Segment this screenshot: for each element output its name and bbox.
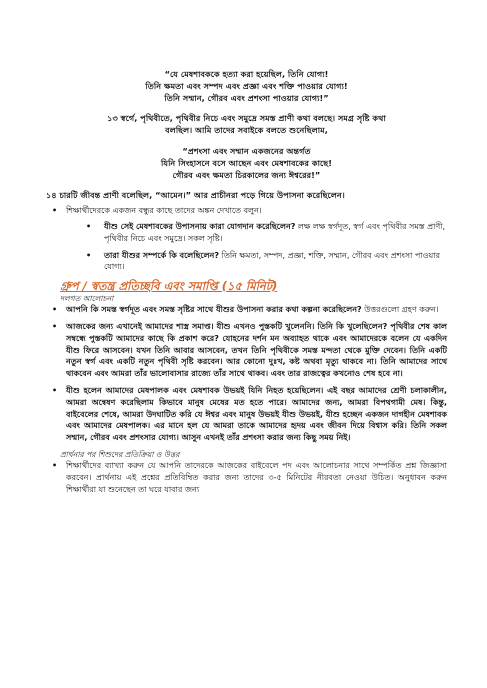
quote-block-2	[46, 145, 447, 182]
question-text: যীশু সেই মেষশাবকের উপাসনায় কারা যোগদান করেছিলেন?	[104, 222, 296, 232]
narration-line: বলছিল। আমি তাদের সবাইকে বলতে শুনেছিলাম,	[165, 124, 328, 135]
quote-line: “প্রশংসা এবং সম্মান একজনের অন্তর্গত	[182, 146, 311, 157]
quote-line: গৌরব এবং ক্ষমতা চিরকালের জন্য ঈশ্বরের!”	[172, 170, 321, 181]
list-item-discussion	[46, 304, 447, 316]
answer-text: তিনি ক্ষমতা, সম্পদ, প্রজ্ঞা, শক্তি, সম্মান, গৌরব এবং প্রশংসা পাওয়ার যোগ্য।	[104, 250, 440, 272]
question-text: তারা যীশুর সম্পর্কে কি বলেছিলেন?	[104, 250, 219, 260]
narration-line: ১৩ স্বর্গে, পৃথিবীতে, পৃথিবীর নিচে এবং সমুদ্রে সমস্ত প্রাণী কথা বলছে। সমগ্র সৃষ্টি কথা	[107, 112, 386, 123]
list-item-question	[74, 221, 447, 244]
answer-text: উত্তরগুলো গ্রহণ করুন।	[361, 304, 439, 314]
verse-14: ১৪ চারটি জীবন্ত প্রাণী বলেছিল, “আমেন।” আর প্রাচীনরা পড়ে গিয়ে উপাসনা করেছিলেন।	[46, 189, 345, 200]
activity-list	[46, 205, 447, 273]
subheading-prayer: প্রার্থনার পর শিশুদের প্রতিক্রিয়া ও উত্তর	[60, 450, 180, 460]
prayer-list	[46, 460, 447, 495]
narration-verse-13	[46, 112, 447, 136]
list-item-discussion: • যীশু হলেন আমাদের মেষপালক এবং মেষশাবক উভয়ই যিনি নিহত হয়েছিলেন। এই বছর আমাদের শ্রেণী চলাকালীন, আমরা অন্বেষণ করেছিলাম কিভাবে মানুষ মেষের মত হতে পারে। আমাদের জন্য, আমরা বিপথগামী মেষ। কিন্তু, বাইবেলের শেষে, আমরা উদঘাটিত করি যে ঈশ্বর এবং মানুষ উভয়ই যীশু উভয়ই, যীশু হচ্ছেন একজন দাগহীন মেষশাবক এবং আমাদের মেষপালক। এর মানে হল যে আমরা তাকে আমাদের হৃদয় এবং জীবন দিয়ে বিশ্বাস করি। তিনি সকল সম্মান, গৌরব এবং প্রশংসার যোগ্য। আসুন এখনই তাঁর প্রশংসা করার জন্য কিছু সময় নিই।	[46, 385, 447, 443]
list-item-prayer: • শিক্ষার্থীদের ব্যাখ্যা করুন যে আপনি তাদেরকে আজকের বাইবেলে পদ এবং আলোচনার সাথে সম্পর্কিত প্রশ্ন জিজ্ঞাসা করবেন। প্রার্থনায় এই প্রশ্নের প্রতিবিম্বিত করার জন্য তাদের ৩-৫ মিনিটের নীরবতা নেওয়া উচিত। অনুধাবন করুন শিক্ষার্থীরা যা শুনেছেন তা ঘরে যাবার জন্য	[46, 460, 447, 495]
list-item-discussion: • আজকের জন্য এখানেই আমাদের শাস্ত্র সমাপ্ত। যীশু এখনও পুস্তকটি খুলেননি। তিনি কি খুলেছিলেন? পৃথিবীর শেষ কাল সম্বন্ধে পুস্তকটি আমাদের কাছে কি প্রকাশ করে? যোহনের দর্শন মন অব্যাহত থাকে এবং আমাদেরকে বলেন যে একদিন যীশু ফিরে আসবেন। যখন তিনি আবার আসবেন, তখন তিনি পৃথিবীকে সমস্ত মন্দতা থেকে মুক্তি দেবেন। তিনি একটি নতুন স্বর্গ এবং একটি নতুন পৃথিবী সৃষ্টি করবেন। আর কোনো দুঃখ, কষ্ট অথবা মৃত্যু থাকবে না। তিনি আমাদের সাথে থাকবেন এবং আমরা তাঁর ভালোবাসার রাজ্যে তাঁর সাথে থাকব। এবং তার রাজত্বের কখনোও শেষ হবে না।	[46, 321, 447, 379]
answer-text: লক্ষ লক্ষ স্বর্গদূত, স্বর্গ এবং পৃথিবীর সমস্ত প্রাণী, পৃথিবীর নিচে এবং সমুদ্রে। সকল সৃষ্টি।	[104, 222, 446, 244]
quote-line: যিনি সিংহাসনে বসে আছেন এবং মেষশাবকের কাছে!	[161, 158, 332, 169]
question-text: আপনি কি সমস্ত স্বর্গদূত এবং সমস্ত সৃষ্টির সাথে যীশুর উপাসনা করার কথা কল্পনা করেছিলেন?	[66, 304, 362, 314]
quote-block-1	[46, 68, 447, 105]
quote-line: তিনি সম্মান, গৌরব এবং প্রশংসা পাওয়ার যোগ্য!”	[164, 93, 329, 104]
list-item-question	[74, 250, 447, 273]
quote-line: তিনি ক্ষমতা এবং সম্পদ এবং প্রজ্ঞা এবং শক্তি পাওয়ার যোগ্য!	[145, 81, 348, 92]
discussion-list	[46, 304, 447, 444]
quote-line: “যে মেষশাবককে হত্যা করা হয়েছিল, তিনি যোগ্য!	[164, 69, 329, 79]
section-heading: গ্রুপ / স্বতন্ত্র প্রতিচ্ছবি এবং সমাপ্তি (১৫ মিনিট)	[60, 278, 278, 293]
subheading-group-discussion: দলগত আলোচনা	[60, 293, 114, 303]
list-item-drawing: • শিক্ষার্থীদেরকে একজন বন্ধুর কাছে তাদের অঙ্কন দেখাতে বলুন।	[46, 205, 447, 217]
